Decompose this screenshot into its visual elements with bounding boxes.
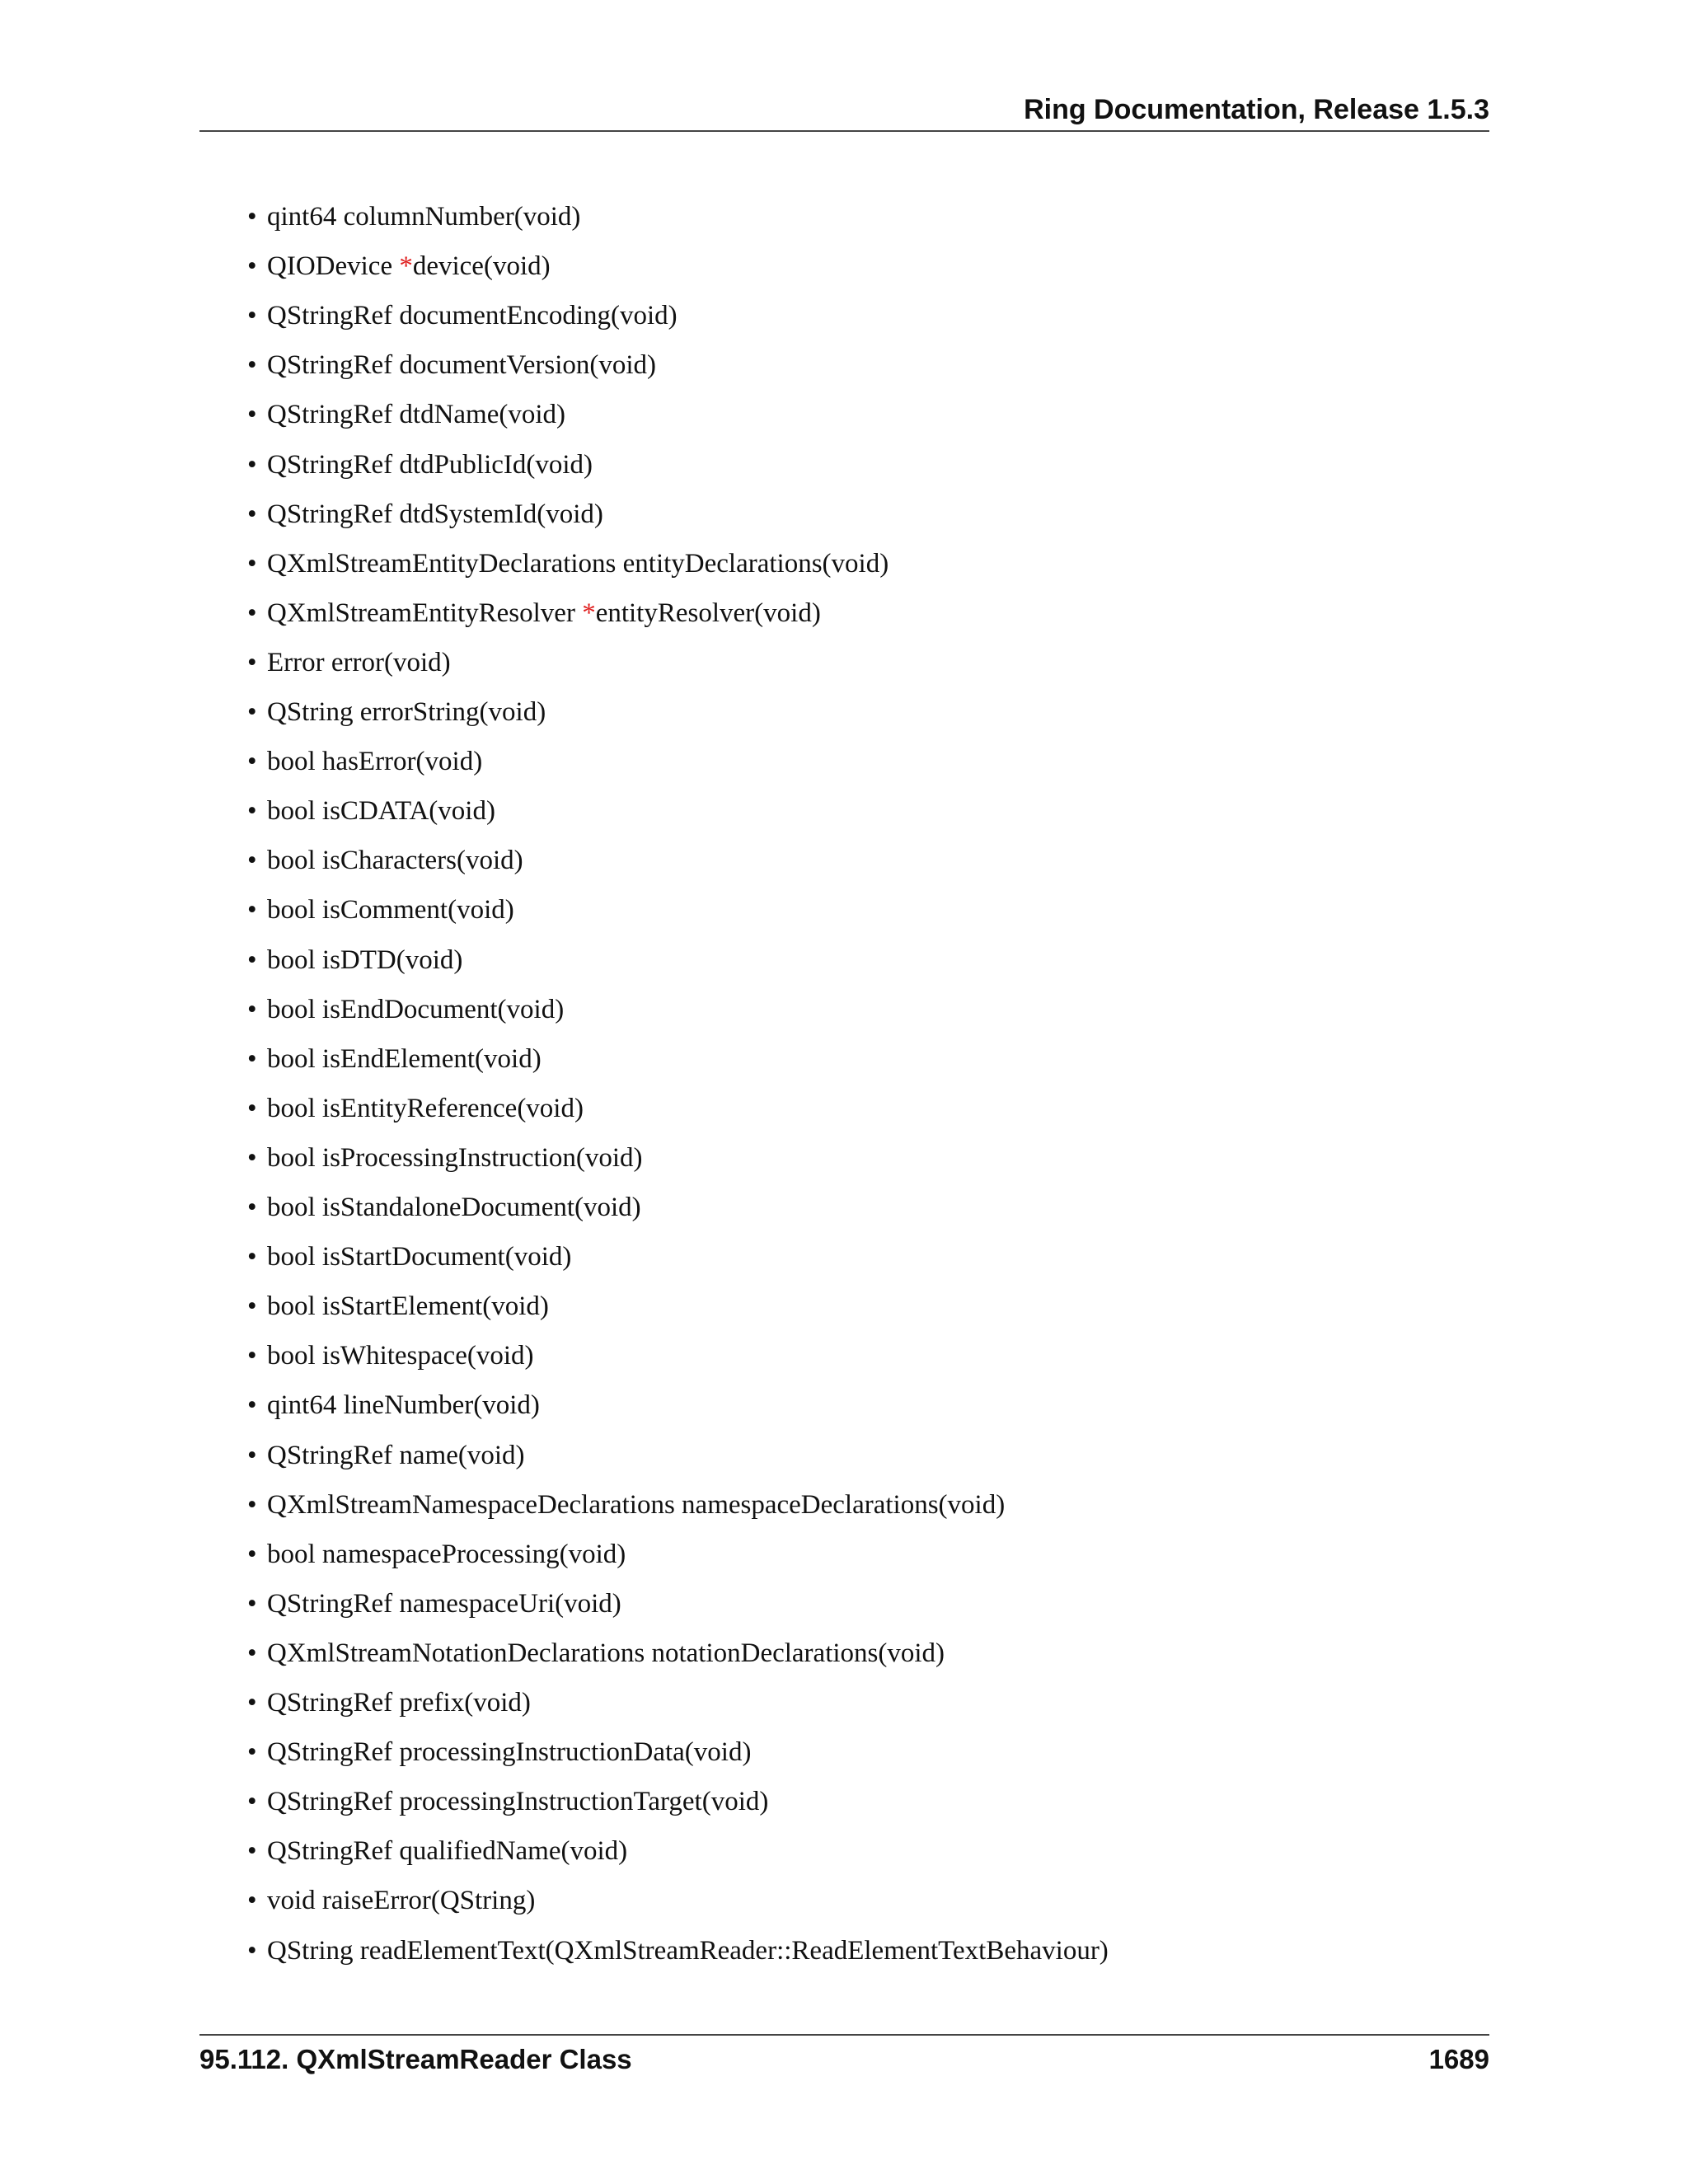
bullet-icon: • [247, 1440, 257, 1470]
bullet-icon: • [247, 944, 257, 975]
item-text: bool isProcessingInstruction(void) [267, 1142, 643, 1173]
bullet-icon: • [247, 1390, 257, 1421]
bullet-icon: • [247, 1737, 257, 1768]
item-text: QXmlStreamNotationDeclarations notationDeclarations(void) [267, 1638, 945, 1668]
item-text: bool isStartElement(void) [267, 1291, 549, 1322]
list-item [247, 1777, 768, 1826]
bullet-icon: • [247, 1935, 257, 1966]
bullet-icon: • [247, 1836, 257, 1867]
item-text: QString errorString(void) [267, 697, 546, 727]
bullet-icon: • [247, 895, 257, 926]
list-item [247, 1282, 549, 1331]
list-item [247, 390, 565, 439]
bullet-icon: • [247, 846, 257, 876]
bullet-icon: • [247, 499, 257, 529]
item-text: bool isStandaloneDocument(void) [267, 1193, 641, 1222]
bullet-icon: • [247, 1193, 257, 1222]
list-item [247, 1530, 626, 1579]
item-text: QStringRef documentVersion(void) [267, 350, 657, 381]
list-item [247, 1579, 621, 1629]
item-text: bool isComment(void) [267, 895, 514, 926]
list-item [247, 1480, 1005, 1530]
item-text: bool isEntityReference(void) [267, 1093, 584, 1123]
item-text: qint64 columnNumber(void) [267, 202, 581, 232]
bullet-icon: • [247, 1341, 257, 1371]
item-text-rest: entityResolver(void) [595, 598, 821, 628]
list-item [247, 985, 564, 1034]
item-text: QXmlStreamEntityResolver [267, 598, 583, 628]
bullet-icon: • [247, 449, 257, 480]
bullet-icon: • [247, 350, 257, 381]
bullet-icon: • [247, 548, 257, 579]
list-item [247, 1380, 540, 1430]
item-text: QIODevice [267, 251, 400, 282]
list-item [247, 1084, 584, 1133]
bullet-icon: • [247, 251, 257, 282]
item-text: bool isDTD(void) [267, 944, 463, 975]
list-item [247, 935, 462, 985]
item-text: bool isCharacters(void) [267, 846, 523, 876]
item-text: bool isCDATA(void) [267, 796, 495, 827]
bullet-icon: • [247, 1688, 257, 1718]
list-item [247, 885, 514, 935]
bullet-icon: • [247, 202, 257, 232]
item-text: QStringRef namespaceUri(void) [267, 1588, 621, 1619]
bullet-icon: • [247, 400, 257, 430]
item-text-rest: device(void) [412, 251, 551, 282]
list-item [247, 1629, 945, 1678]
list-item [247, 291, 678, 340]
item-text: bool namespaceProcessing(void) [267, 1539, 626, 1569]
list-item [247, 1826, 627, 1876]
bullet-icon: • [247, 1489, 257, 1520]
item-text: QStringRef qualifiedName(void) [267, 1836, 628, 1867]
list-item [247, 1034, 542, 1084]
list-item [247, 192, 580, 241]
bullet-icon: • [247, 1588, 257, 1619]
item-text: QStringRef name(void) [267, 1440, 525, 1470]
item-text: QXmlStreamEntityDeclarations entityDeclarations(void) [267, 548, 889, 579]
list-item [247, 241, 551, 291]
list-item [247, 1876, 535, 1925]
list-item [247, 1183, 641, 1232]
item-text: qint64 lineNumber(void) [267, 1390, 540, 1421]
page-footer [199, 2034, 1489, 2075]
list-item [247, 1678, 531, 1727]
list-item [247, 588, 821, 638]
item-text: QStringRef dtdName(void) [267, 400, 566, 430]
list-item [247, 539, 889, 588]
list-item [247, 737, 482, 786]
item-text: QString readElementText(QXmlStreamReader::ReadElementTextBehaviour) [267, 1935, 1109, 1966]
list-item [247, 340, 656, 390]
item-text: bool isEndDocument(void) [267, 994, 565, 1024]
list-item [247, 490, 603, 539]
page-header [199, 89, 1489, 132]
item-text: bool hasError(void) [267, 747, 483, 777]
item-text: QStringRef dtdSystemId(void) [267, 499, 603, 529]
item-text: QStringRef dtdPublicId(void) [267, 449, 593, 480]
bullet-icon: • [247, 1787, 257, 1817]
pointer-asterisk: * [582, 598, 596, 628]
list-item [247, 1232, 571, 1282]
bullet-icon: • [247, 1291, 257, 1322]
doc-title: Ring Documentation, Release 1.5.3 [1024, 94, 1489, 125]
list-item [247, 836, 523, 885]
item-text: QXmlStreamNamespaceDeclarations namespaceDeclarations(void) [267, 1489, 1006, 1520]
bullet-icon: • [247, 697, 257, 727]
bullet-icon: • [247, 1142, 257, 1173]
list-item [247, 1926, 1109, 1975]
bullet-icon: • [247, 301, 257, 331]
bullet-icon: • [247, 1638, 257, 1668]
list-item [247, 1727, 751, 1777]
item-text: Error error(void) [267, 647, 451, 677]
list-item [247, 1133, 643, 1183]
bullet-icon: • [247, 747, 257, 777]
bullet-icon: • [247, 796, 257, 827]
item-text: QStringRef processingInstructionData(void) [267, 1737, 752, 1768]
list-item [247, 687, 546, 737]
item-text: QStringRef documentEncoding(void) [267, 301, 678, 331]
bullet-icon: • [247, 598, 257, 628]
item-text: bool isStartDocument(void) [267, 1242, 572, 1272]
bullet-icon: • [247, 1886, 257, 1916]
pointer-asterisk: * [399, 251, 413, 282]
bullet-icon: • [247, 1539, 257, 1569]
item-text: QStringRef prefix(void) [267, 1688, 531, 1718]
list-item [247, 638, 451, 687]
item-text: QStringRef processingInstructionTarget(void) [267, 1787, 769, 1817]
list-item [247, 1331, 534, 1380]
list-item [247, 786, 495, 836]
item-text: bool isEndElement(void) [267, 1043, 542, 1074]
section-title: 95.112. QXmlStreamReader Class [199, 2044, 632, 2074]
bullet-icon: • [247, 647, 257, 677]
bullet-icon: • [247, 1242, 257, 1272]
item-text: bool isWhitespace(void) [267, 1341, 534, 1371]
bullet-icon: • [247, 1043, 257, 1074]
bullet-icon: • [247, 1093, 257, 1123]
item-text: void raiseError(QString) [267, 1886, 536, 1916]
page-number: 1689 [1428, 2044, 1489, 2074]
bullet-icon: • [247, 994, 257, 1024]
list-item [247, 1431, 525, 1480]
list-item [247, 440, 593, 490]
